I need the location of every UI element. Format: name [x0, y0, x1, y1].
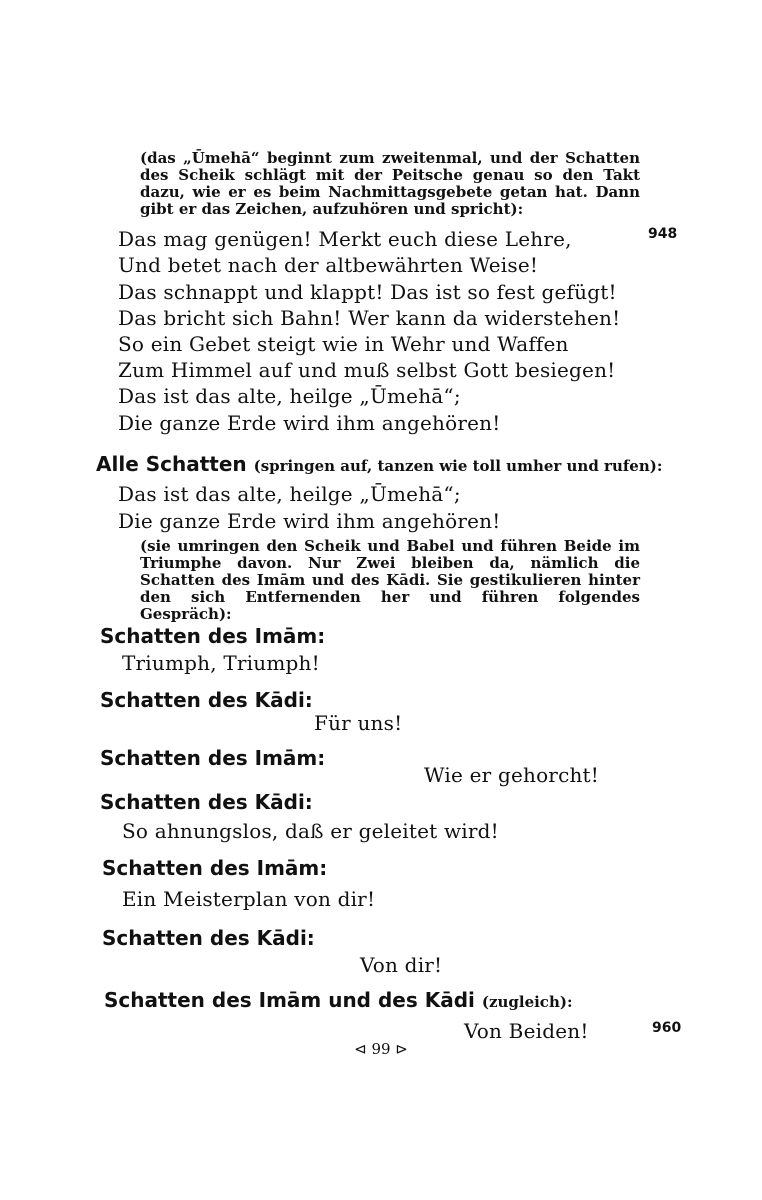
speaker-imam: Schatten des Imām: [100, 746, 326, 770]
verse-line: Die ganze Erde wird ihm angehören! [118, 411, 501, 435]
line-number-948: 948 [648, 226, 678, 242]
speaker-imam-and-kadi [104, 988, 572, 1012]
dialogue-line: Für uns! [314, 711, 403, 735]
verse-line: Das bricht sich Bahn! Wer kann da widerstehen! [118, 306, 621, 330]
speaker-kadi: Schatten des Kādi: [100, 688, 313, 712]
speaker-aside: (zugleich): [481, 993, 573, 1011]
speaker-name: Schatten des Imām und des Kādi [104, 988, 475, 1012]
stage-direction-2: (sie umringen den Scheik und Babel und führen Beide im Triumphe davon. Nur Zwei bleiben da, nämlich die Schatten des Imām und des Kādi. Sie gestikulieren hinter den sich Entfernenden her und führen folgendes Gespräch): [140, 537, 640, 623]
verse-line: Das ist das alte, heilge „Ūmehā“; [118, 482, 461, 506]
speaker-aside: (springen auf, tanzen wie toll umher und rufen): [253, 457, 663, 475]
page-number: ⊲ 99 ⊳ [354, 1040, 408, 1058]
line-number-960: 960 [652, 1020, 682, 1036]
stage-direction-1: (das „Ūmehā“ beginnt zum zweitenmal, und der Schatten des Scheik schlägt mit der Peitsche genau so den Takt dazu, wie er es beim Nachmittagsgebete getan hat. Dann gibt er das Zeichen, aufzuhören und spricht): [140, 149, 640, 218]
speaker-imam: Schatten des Imām: [100, 624, 326, 648]
verse-line: Das mag genügen! Merkt euch diese Lehre, [118, 227, 572, 251]
verse-line: Das ist das alte, heilge „Ūmehā“; [118, 384, 461, 408]
dialogue-line: So ahnungslos, daß er geleitet wird! [122, 819, 499, 843]
verse-line: Zum Himmel auf und muß selbst Gott besiegen! [118, 358, 616, 382]
speaker-name: Alle Schatten [96, 452, 247, 476]
dialogue-line: Von Beiden! [464, 1019, 589, 1043]
dialogue-line: Ein Meisterplan von dir! [122, 887, 376, 911]
speaker-imam: Schatten des Imām: [102, 856, 328, 880]
speaker-kadi: Schatten des Kādi: [100, 790, 313, 814]
speaker-kadi: Schatten des Kādi: [102, 926, 315, 950]
verse-line: Die ganze Erde wird ihm angehören! [118, 509, 501, 533]
dialogue-line: Triumph, Triumph! [122, 651, 320, 675]
verse-line: Und betet nach der altbewährten Weise! [118, 253, 539, 277]
dialogue-line: Von dir! [360, 953, 443, 977]
verse-line: Das schnappt und klappt! Das ist so fest gefügt! [118, 280, 617, 304]
dialogue-line: Wie er gehorcht! [424, 763, 600, 787]
speaker-alle-schatten [96, 452, 662, 476]
verse-line: So ein Gebet steigt wie in Wehr und Waffen [118, 332, 569, 356]
